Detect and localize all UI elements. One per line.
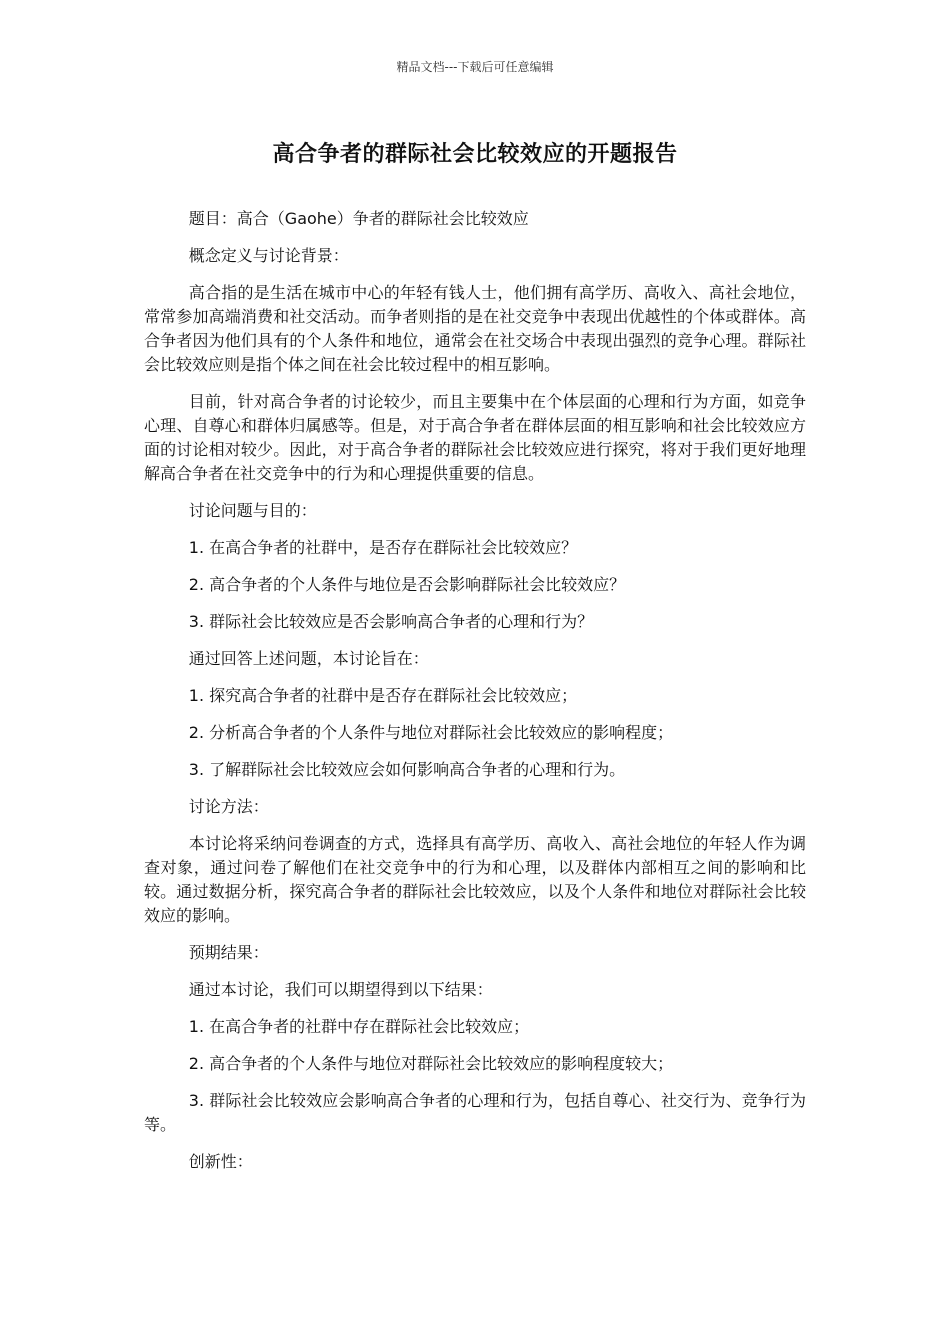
paragraph-heading-results: 预期结果： xyxy=(188,943,269,962)
paragraph-current-status: 目前，针对高合争者的讨论较少，而且主要集中在个体层面的心理和行为方面，如竞争心理、自尊心和群体归属感等。但是，对于高合争者在群体层面的相互影响和社会比较效应方面的讨论相对较少。因此，对于高合争者的群际社会比较效应进行探究，将对于我们更好地理解高合争者在社交竞争中的行为和心理提供重要的信息。 xyxy=(144,392,806,483)
document-title: 高合争者的群际社会比较效应的开题报告 xyxy=(272,142,678,167)
document-body xyxy=(144,207,806,1187)
paragraph-heading-background: 概念定义与讨论背景： xyxy=(188,246,349,265)
paragraph-aims-intro: 通过回答上述问题，本讨论旨在： xyxy=(188,649,429,668)
paragraph-question-2: 2. 高合争者的个人条件与地位是否会影响群际社会比较效应？ xyxy=(188,575,626,594)
paragraph-aim-2: 2. 分析高合争者的个人条件与地位对群际社会比较效应的影响程度； xyxy=(188,723,674,742)
paragraph-aim-1: 1. 探究高合争者的社群中是否存在群际社会比较效应； xyxy=(188,686,578,705)
paragraph-heading-questions: 讨论问题与目的： xyxy=(188,501,317,520)
paragraph-question-3: 3. 群际社会比较效应是否会影响高合争者的心理和行为？ xyxy=(188,612,594,631)
paragraph-heading-method: 讨论方法： xyxy=(188,797,269,816)
paragraph-question-1: 1. 在高合争者的社群中，是否存在群际社会比较效应？ xyxy=(188,538,578,557)
paragraph-aim-3: 3. 了解群际社会比较效应会如何影响高合争者的心理和行为。 xyxy=(188,760,626,779)
paragraph-topic: 题目：高合（Gaohe）争者的群际社会比较效应 xyxy=(188,209,529,228)
paragraph-results-intro: 通过本讨论，我们可以期望得到以下结果： xyxy=(188,980,493,999)
paragraph-result-2: 2. 高合争者的个人条件与地位对群际社会比较效应的影响程度较大； xyxy=(188,1054,674,1073)
header-note: 精品文档---下载后可任意编辑 xyxy=(396,60,554,74)
paragraph-heading-innovation: 创新性： xyxy=(188,1152,253,1171)
paragraph-result-1: 1. 在高合争者的社群中存在群际社会比较效应； xyxy=(188,1017,530,1036)
paragraph-definition: 高合指的是生活在城市中心的年轻有钱人士，他们拥有高学历、高收入、高社会地位，常常参加高端消费和社交活动。而争者则指的是在社交竞争中表现出优越性的个体或群体。高合争者因为他们具有的个人条件和地位，通常会在社交场合中表现出强烈的竞争心理。群际社会比较效应则是指个体之间在社会比较过程中的相互影响。 xyxy=(144,283,806,374)
paragraph-result-3: 3. 群际社会比较效应会影响高合争者的心理和行为，包括自尊心、社交行为、竞争行为等。 xyxy=(144,1091,806,1134)
paragraph-method: 本讨论将采纳问卷调查的方式，选择具有高学历、高收入、高社会地位的年轻人作为调查对象，通过问卷了解他们在社交竞争中的行为和心理，以及群体内部相互之间的影响和比较。通过数据分析，探究高合争者的群际社会比较效应，以及个人条件和地位对群际社会比较效应的影响。 xyxy=(144,834,806,925)
